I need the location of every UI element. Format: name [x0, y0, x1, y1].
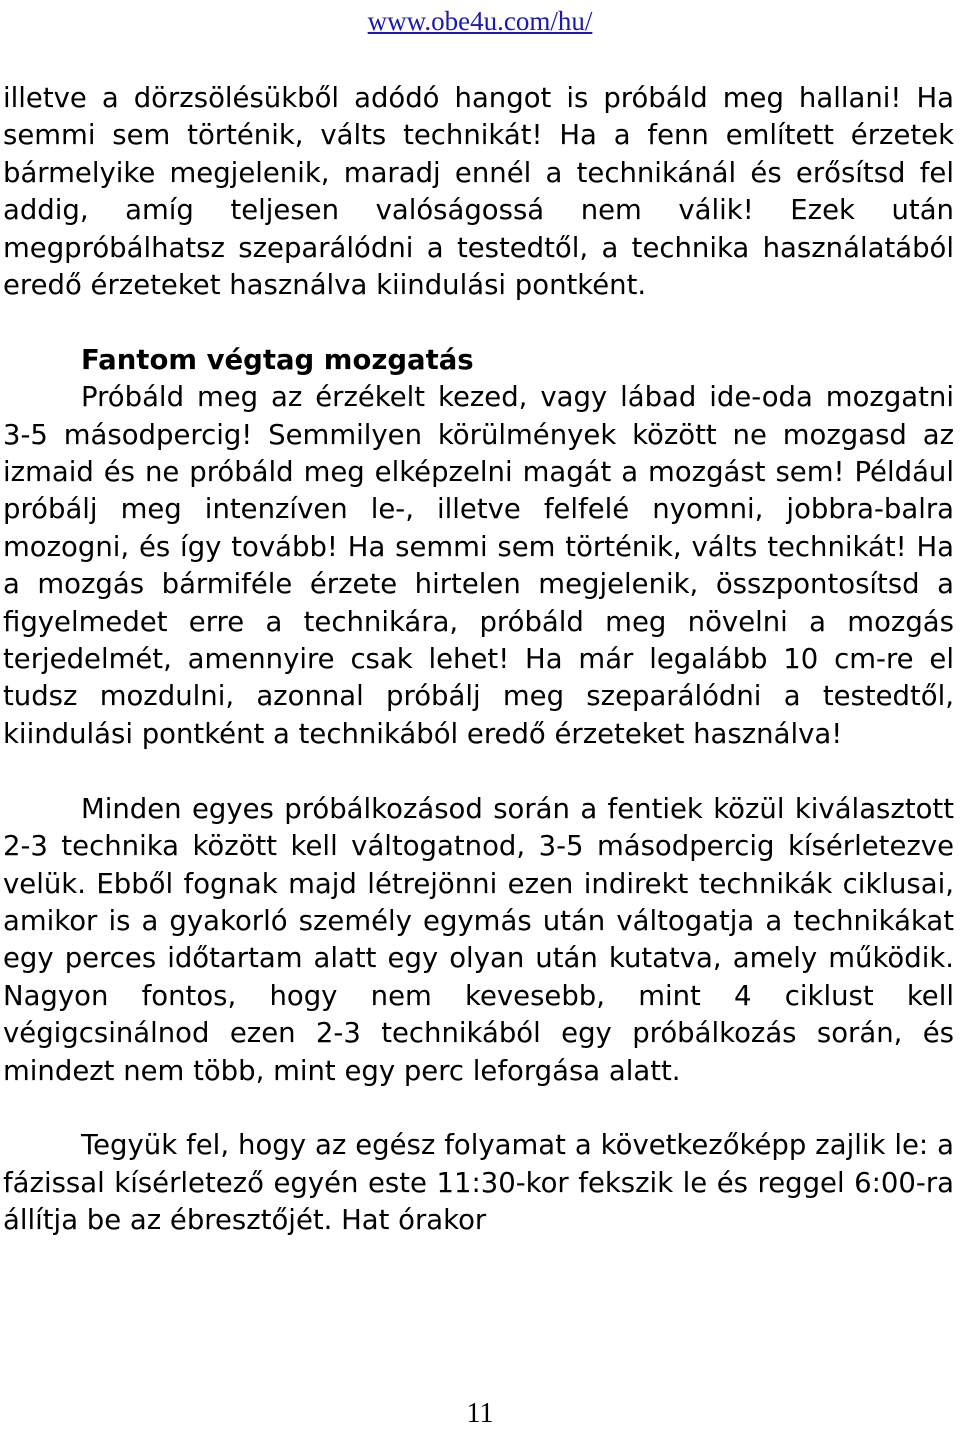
paragraph-gap — [3, 753, 954, 790]
paragraph-continuation: illetve a dörzsölésükből adódó hangot is próbáld meg hallani! Ha semmi sem történik, válts technikát! Ha a fenn említett érzetek bármelyike megjelenik, maradj ennél a technikánál és erősítsd fel addig, amíg teljesen valóságossá nem válik! Ezek után megpróbálhatsz szeparálódni a testedtől, a technika használatából eredő érzeteket használva kiindulási pontként. — [3, 82, 954, 302]
paragraph-example: Tegyük fel, hogy az egész folyamat a következőképp zajlik le: a fázissal kísérletező egyén este 11:30-kor fekszik le és reggel 6:00-ra állítja be az ébresztőjét. Hat órakor — [3, 1129, 954, 1237]
page-number: 11 — [466, 1398, 494, 1429]
paragraph-gap — [3, 1090, 954, 1127]
header-url-link[interactable]: www.obe4u.com/hu/ — [367, 6, 593, 36]
paragraph-fantom-vegtag: Próbáld meg az érzékelt kezed, vagy lábad ide-oda mozgatni 3-5 másodpercig! Semmilyen körülmények között ne mozgasd az izmaid és ne próbáld meg elképzelni magát a mozgást sem! Például próbálj meg intenzíven le-, illetve felfelé nyomni, jobbra-balra mozogni, és így tovább! Ha semmi sem történik, válts technikát! Ha a mozgás bármiféle érzete hirtelen megjelenik, összpontosítsd a figyelmedet erre a technikára, próbáld meg növelni a mozgás terjedelmét, amennyire csak lehet! Ha már legalább 10 cm-re el tudsz mozdulni, azonnal próbálj meg szeparálódni a testedtől, kiindulási pontként a technikából eredő érzeteket használva! — [3, 381, 954, 750]
document-body — [3, 80, 954, 1240]
paragraph-gap — [3, 304, 954, 341]
section-heading-fantom-vegtag: Fantom végtag mozgatás — [81, 343, 474, 376]
paragraph-cycles: Minden egyes próbálkozásod során a fentiek közül kiválasztott 2-3 technika között kell váltogatnod, 3-5 másodpercig kísérletezve velük. Ebből fognak majd létrejönni ezen indirekt technikák ciklusai, amikor is a gyakorló személy egymás után váltogatja a technikákat egy perces időtartam alatt egy olyan után kutatva, amely működik. Nagyon fontos, hogy nem kevesebb, mint 4 ciklust kell végigcsinálnod ezen 2-3 technikából egy próbálkozás során, és mindezt nem több, mint egy perc leforgása alatt. — [3, 792, 954, 1087]
